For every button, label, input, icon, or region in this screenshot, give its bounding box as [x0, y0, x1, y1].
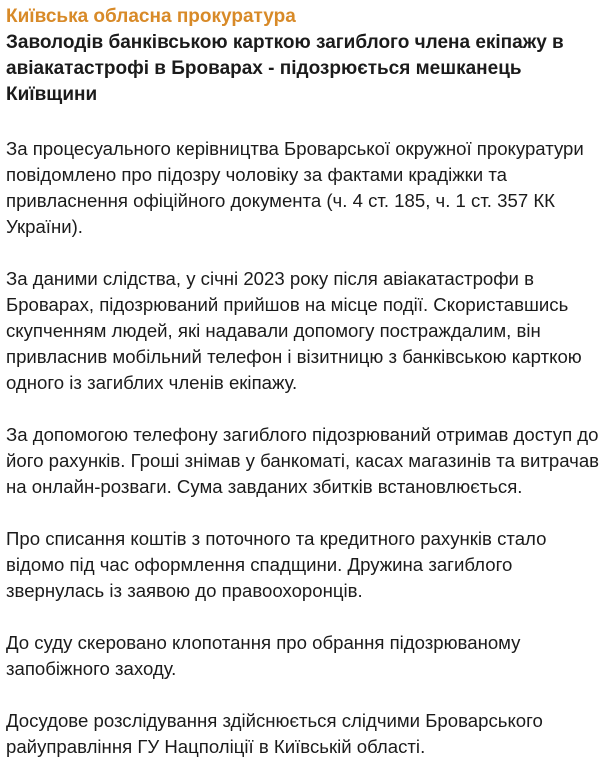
body-paragraph: За даними слідства, у січні 2023 року після авіакатастрофи в Броварах, підозрюваний прийшов на місце події. Скориставшись скупченням людей, які надавали допомогу постраждалим, він привласнив мобільний телефон і візитницю з банківською карткою одного із загиблих членів екіпажу.	[6, 268, 582, 393]
post-title: Заволодів банківською карткою загиблого члена екіпажу в авіакатастрофі в Броварах - підозрюється мешканець Київщини	[6, 32, 564, 105]
body-paragraph: Досудове розслідування здійснюється слідчими Броварського райуправління ГУ Нацполіції в Київській області.	[6, 710, 543, 757]
body-paragraph: Про списання коштів з поточного та кредитного рахунків стало відомо під час оформлення спадщини. Дружина загиблого звернулась із заявою до правоохоронців.	[6, 528, 547, 601]
body-paragraph: За процесуального керівництва Броварської окружної прокуратури повідомлено про підозру чоловіку за фактами крадіжки та привласнення офіційного документа (ч. 4 ст. 185, ч. 1 ст. 357 КК України).	[6, 138, 584, 237]
body-paragraph: До суду скеровано клопотання про обрання підозрюваному запобіжного заходу.	[6, 632, 521, 679]
channel-name-link[interactable]: Київська обласна прокуратура	[6, 6, 296, 27]
body-paragraph: За допомогою телефону загиблого підозрюваний отримав доступ до його рахунків. Гроші знімав у банкоматі, касах магазинів та витрачав на онлайн-розваги. Сума завданих збитків встановлюється.	[6, 424, 600, 497]
post-body	[6, 136, 602, 760]
